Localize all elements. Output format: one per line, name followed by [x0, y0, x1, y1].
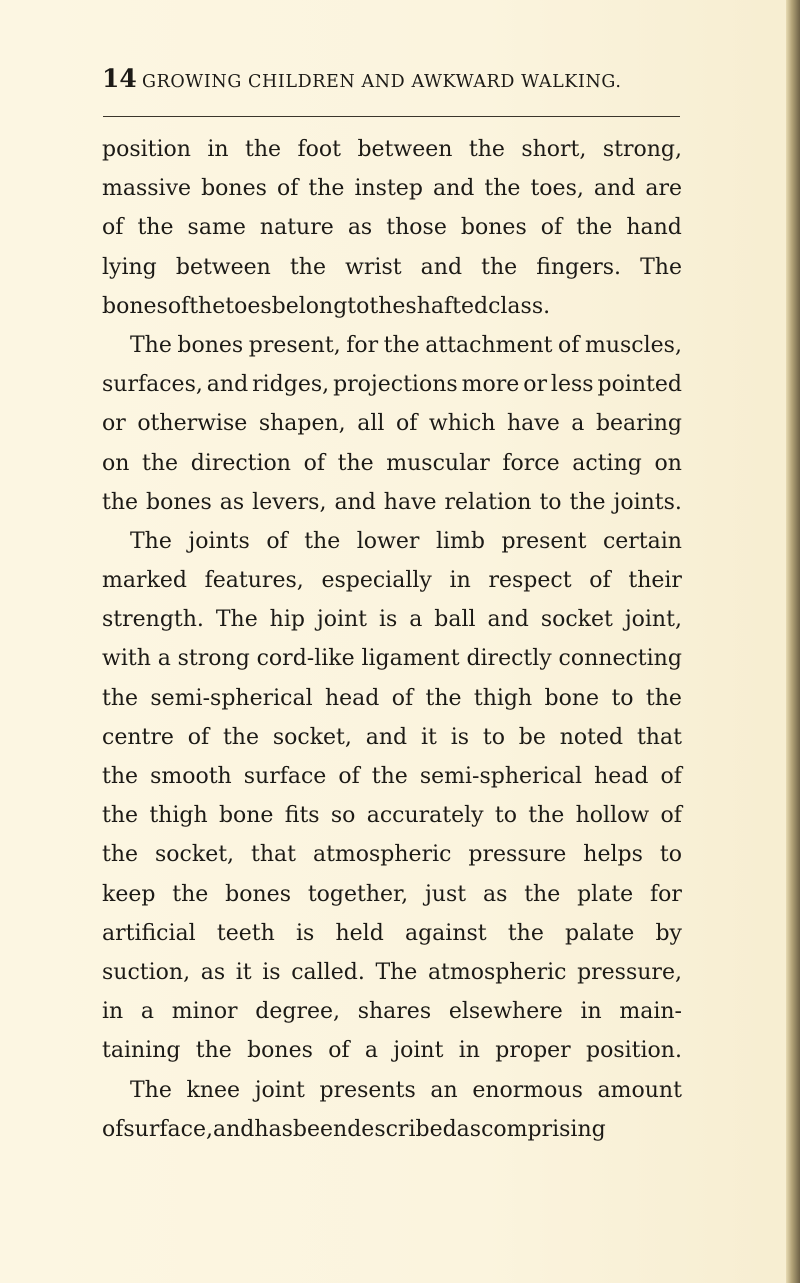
word: are	[645, 176, 682, 202]
text-line	[102, 992, 682, 1031]
word: attachment	[425, 332, 553, 358]
word: of	[660, 764, 682, 789]
text-line	[102, 1110, 682, 1149]
word: wrist	[345, 254, 402, 280]
word: massive	[102, 176, 192, 202]
word: as	[482, 881, 508, 907]
word: bones	[177, 332, 244, 358]
text-line	[102, 208, 682, 247]
word: of	[660, 803, 682, 829]
text-line	[102, 835, 682, 874]
word: semi-spherical	[419, 764, 583, 789]
word: present	[501, 528, 587, 554]
word: elsewhere	[448, 999, 563, 1025]
word: bones	[247, 1038, 313, 1064]
word: in	[580, 999, 602, 1025]
word: on	[654, 450, 682, 476]
word: be	[518, 724, 546, 750]
word: a	[140, 999, 155, 1025]
word: the	[507, 920, 544, 946]
word: direction	[190, 450, 291, 476]
word: same	[187, 215, 246, 241]
word: The	[215, 607, 258, 633]
word: class.	[488, 293, 551, 319]
word: joint	[316, 607, 368, 633]
word: less	[550, 372, 594, 398]
word: otherwise	[137, 411, 248, 437]
word: and	[432, 176, 475, 202]
word: for	[346, 332, 379, 358]
word: socket	[540, 607, 613, 633]
word: is	[378, 607, 398, 633]
word: of	[303, 450, 325, 476]
word: position	[102, 137, 191, 162]
page-number: 14	[102, 64, 137, 93]
word: the	[102, 764, 139, 789]
text-line	[102, 639, 682, 678]
word: joints	[188, 528, 250, 554]
word: shafted	[405, 293, 489, 319]
running-header	[102, 60, 702, 102]
word: strength.	[102, 607, 204, 633]
word: so	[330, 803, 356, 829]
word: strong,	[602, 137, 682, 162]
word: knee	[186, 1077, 241, 1103]
word: the	[481, 254, 518, 280]
word: bone	[218, 803, 274, 829]
word: the	[369, 293, 406, 319]
word: in	[458, 1038, 480, 1064]
word: has	[254, 1116, 293, 1142]
word: the	[569, 489, 606, 515]
word: to	[482, 724, 505, 750]
word: or	[102, 411, 126, 437]
word: ligament	[361, 646, 460, 672]
word: palate	[565, 920, 635, 946]
word: as	[200, 959, 226, 985]
word: presents	[319, 1077, 416, 1103]
word: helps	[583, 842, 643, 868]
word: atmospheric	[427, 959, 567, 985]
word: head	[594, 764, 649, 789]
word: for	[650, 881, 682, 907]
word: joint	[393, 1038, 444, 1064]
word: in	[449, 568, 471, 594]
word: marked	[102, 568, 187, 594]
word: the	[308, 176, 345, 202]
word: a	[157, 646, 171, 672]
word: socket,	[272, 724, 352, 750]
text-line	[102, 365, 682, 404]
word: teeth	[216, 920, 275, 946]
word: suction,	[102, 959, 191, 985]
word: in	[207, 137, 229, 162]
text-line	[102, 326, 682, 365]
word: hollow	[575, 803, 650, 829]
word: a	[409, 607, 423, 633]
word: the	[528, 803, 565, 829]
word: The	[375, 959, 418, 985]
word: as	[219, 489, 245, 515]
word: all	[357, 411, 385, 437]
text-line	[102, 796, 682, 835]
text-line	[102, 522, 682, 561]
word: minor	[171, 999, 238, 1025]
word: of	[187, 724, 210, 750]
word: and	[365, 724, 408, 750]
word: of	[558, 332, 580, 358]
word: accurately	[366, 803, 484, 829]
word: the	[195, 1038, 232, 1064]
word: shares	[357, 999, 432, 1025]
word: the	[102, 685, 139, 711]
word: levers,	[252, 489, 327, 515]
word: main-	[619, 999, 682, 1025]
word: bones	[102, 293, 168, 319]
word: the	[383, 332, 420, 358]
word: of	[276, 176, 299, 202]
word: bearing	[595, 411, 682, 437]
word: to	[611, 685, 634, 711]
word: a	[364, 1038, 378, 1064]
word: short,	[521, 137, 587, 162]
word: head	[324, 685, 380, 711]
text-line	[102, 404, 682, 443]
word: limb	[435, 528, 485, 554]
word: held	[335, 920, 384, 946]
word: the	[102, 489, 139, 515]
text-line	[102, 953, 682, 992]
word: pressure	[468, 842, 567, 868]
word: or	[523, 372, 547, 398]
word: semi-spherical	[150, 685, 313, 711]
word: force	[502, 450, 560, 476]
word: smooth	[150, 764, 232, 789]
word: the	[371, 764, 408, 789]
word: respect	[488, 568, 572, 594]
word: surface	[243, 764, 327, 789]
text-line	[102, 130, 682, 169]
word: have	[383, 489, 437, 515]
word: the	[337, 450, 374, 476]
word: and	[593, 176, 636, 202]
word: the	[245, 137, 282, 162]
header-rule	[103, 116, 680, 117]
word: amount	[597, 1077, 682, 1103]
word: of	[102, 215, 124, 241]
word: position.	[586, 1038, 682, 1064]
word: of	[102, 1116, 124, 1142]
text-line	[102, 169, 682, 208]
word: of	[395, 411, 418, 437]
word: hand	[626, 215, 682, 241]
word: and	[212, 1116, 255, 1142]
page-binding-edge	[786, 0, 800, 1283]
word: taining	[102, 1038, 181, 1064]
word: socket,	[155, 842, 235, 868]
word: of	[589, 568, 611, 594]
running-title: GROWING CHILDREN AND AWKWARD WALKING.	[142, 72, 622, 92]
word: lying	[102, 254, 157, 280]
text-line	[102, 444, 682, 483]
word: joint	[254, 1077, 305, 1103]
text-line	[102, 757, 682, 796]
text-line	[102, 914, 682, 953]
word: their	[628, 568, 682, 594]
word: described	[347, 1116, 457, 1142]
word: that	[636, 724, 682, 750]
word: projections	[333, 372, 458, 398]
word: thigh	[149, 803, 208, 829]
word: atmospheric	[312, 842, 452, 868]
word: the	[172, 881, 209, 907]
word: pointed	[597, 372, 682, 398]
word: those	[386, 215, 447, 241]
word: the	[425, 685, 462, 711]
text-line	[102, 875, 682, 914]
word: an	[430, 1077, 458, 1103]
word: the	[304, 528, 341, 554]
word: shapen,	[258, 411, 346, 437]
text-line	[102, 718, 682, 757]
word: and	[334, 489, 376, 515]
word: enormous	[472, 1077, 583, 1103]
word: been	[292, 1116, 348, 1142]
word: is	[450, 724, 470, 750]
word: the	[576, 215, 613, 241]
word: called.	[291, 959, 365, 985]
word: have	[506, 411, 560, 437]
text-line	[102, 1071, 682, 1110]
text-line	[102, 679, 682, 718]
word: between	[357, 137, 453, 162]
word: to	[539, 489, 562, 515]
text-line	[102, 561, 682, 600]
word: and	[206, 372, 249, 398]
word: artificial	[102, 920, 196, 946]
word: bones	[201, 176, 267, 202]
word: nature	[259, 215, 334, 241]
word: the	[468, 137, 505, 162]
text-line	[102, 600, 682, 639]
word: and	[420, 254, 463, 280]
word: of	[328, 1038, 350, 1064]
word: just	[424, 881, 467, 907]
word: and	[487, 607, 529, 633]
word: hip	[269, 607, 305, 633]
word: surfaces,	[102, 372, 203, 398]
word: which	[428, 411, 496, 437]
word: the	[289, 254, 326, 280]
word: fits	[284, 803, 320, 829]
text-line	[102, 483, 682, 522]
word: foot	[297, 137, 341, 162]
word: the	[102, 803, 139, 829]
word: of	[391, 685, 414, 711]
word: The	[640, 254, 682, 280]
text-line	[102, 248, 682, 287]
word: more	[461, 372, 520, 398]
word: plate	[577, 881, 634, 907]
word: bone	[544, 685, 600, 711]
word: The	[130, 528, 172, 554]
word: lower	[356, 528, 420, 554]
text-line	[102, 287, 682, 326]
word: toes	[225, 293, 272, 319]
word: keep	[102, 881, 156, 907]
word: of	[540, 215, 563, 241]
word: pressure,	[577, 959, 682, 985]
word: connecting	[558, 646, 682, 672]
word: on	[102, 450, 130, 476]
word: joints.	[613, 489, 682, 515]
word: together,	[307, 881, 409, 907]
word: the	[102, 842, 139, 868]
word: to	[494, 803, 517, 829]
word: as	[347, 215, 373, 241]
word: The	[130, 332, 172, 358]
word: muscular	[386, 450, 490, 476]
word: ridges,	[252, 372, 330, 398]
word: acting	[572, 450, 642, 476]
word: joint,	[624, 607, 682, 633]
word: surface,	[123, 1116, 213, 1142]
word: bones	[225, 881, 291, 907]
word: by	[655, 920, 682, 946]
word: to	[659, 842, 682, 868]
word: it	[235, 959, 252, 985]
word: is	[262, 959, 281, 985]
word: as	[456, 1116, 482, 1142]
word: degree,	[255, 999, 341, 1025]
word: muscles,	[584, 332, 682, 358]
word: the	[645, 685, 682, 711]
word: bones	[146, 489, 212, 515]
word: toes,	[530, 176, 584, 202]
word: the	[222, 724, 259, 750]
word: that	[251, 842, 296, 868]
word: the	[137, 215, 174, 241]
word: against	[404, 920, 487, 946]
word: a	[571, 411, 585, 437]
word: it	[420, 724, 437, 750]
word: comprising	[481, 1116, 606, 1142]
word: features,	[204, 568, 304, 594]
word: present,	[248, 332, 341, 358]
word: proper	[495, 1038, 571, 1064]
word: directly	[466, 646, 552, 672]
word: to	[347, 293, 370, 319]
word: centre	[102, 724, 174, 750]
word: the	[142, 450, 179, 476]
word: between	[175, 254, 271, 280]
word: strong	[177, 646, 250, 672]
word: the	[484, 176, 521, 202]
word: cord-like	[256, 646, 355, 672]
word: belong	[271, 293, 348, 319]
word: instep	[354, 176, 423, 202]
word: the	[524, 881, 561, 907]
word: is	[295, 920, 315, 946]
word: in	[102, 999, 124, 1025]
word: fingers.	[536, 254, 622, 280]
word: thigh	[473, 685, 533, 711]
word: The	[130, 1077, 172, 1103]
word: relation	[444, 489, 532, 515]
word: bones	[460, 215, 527, 241]
body-text	[102, 130, 682, 1149]
text-line	[102, 1031, 682, 1070]
word: ball	[434, 607, 476, 633]
word: noted	[559, 724, 624, 750]
word: especially	[321, 568, 432, 594]
word: of	[266, 528, 288, 554]
word: certain	[602, 528, 682, 554]
word: with	[102, 646, 151, 672]
word: the	[189, 293, 226, 319]
word: of	[167, 293, 190, 319]
word: of	[338, 764, 360, 789]
